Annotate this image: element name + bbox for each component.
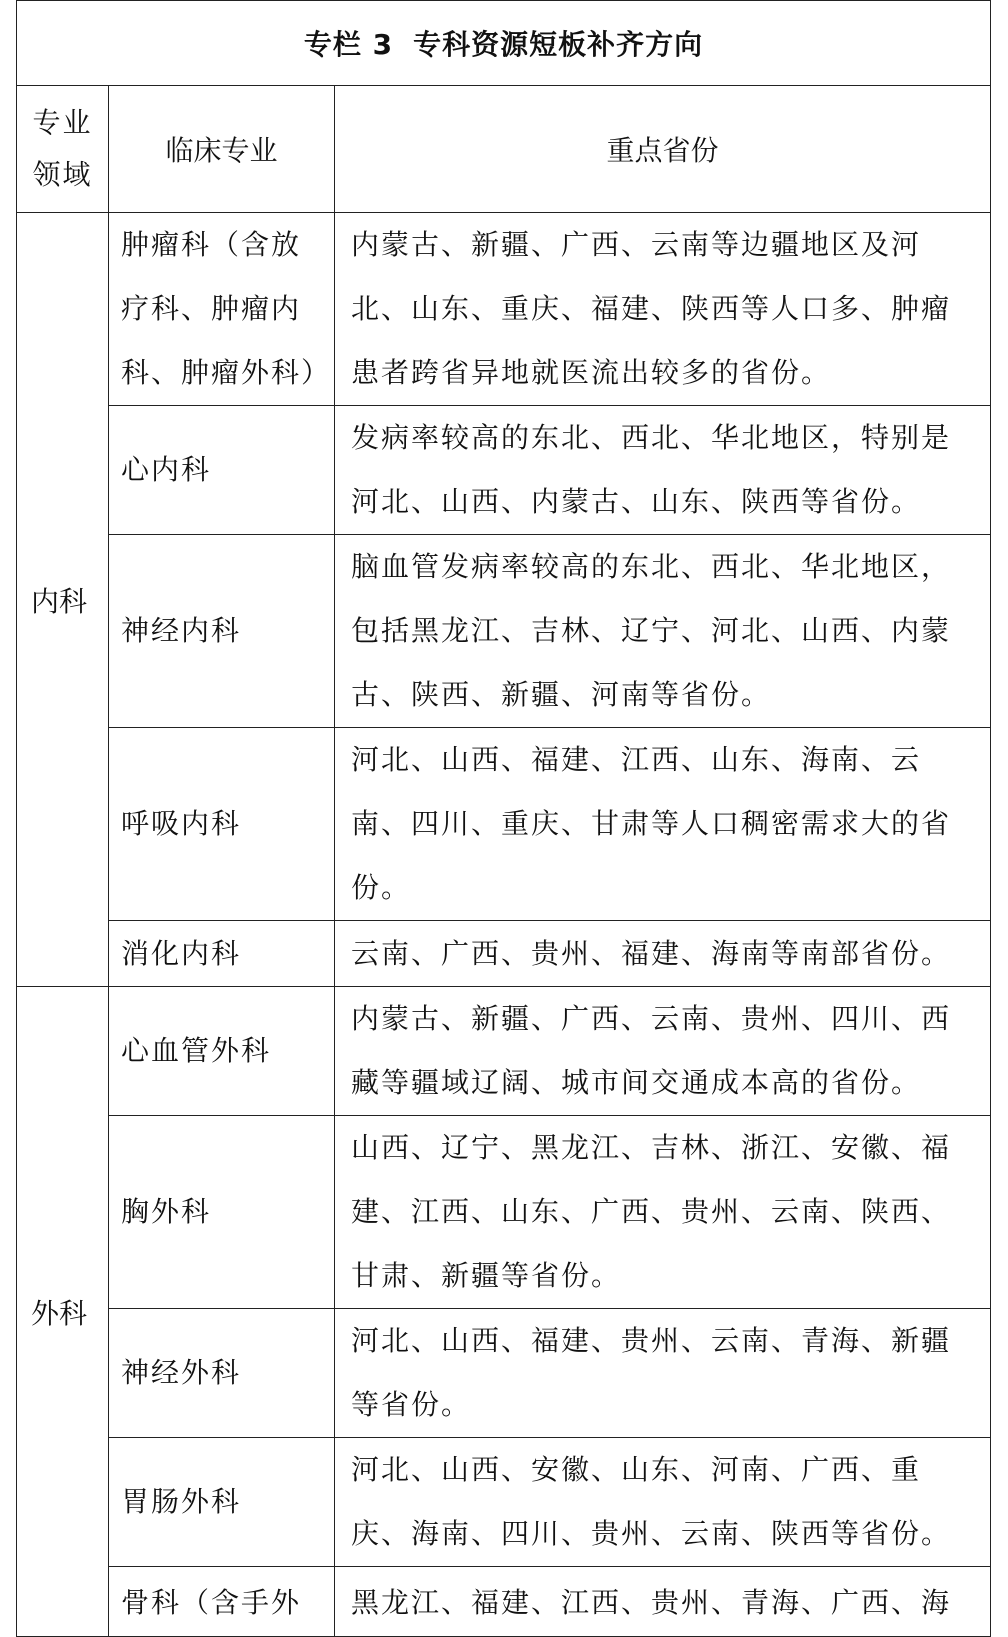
table-title	[17, 1, 991, 86]
domain-cell-surgery: 外科	[17, 987, 109, 1637]
header-domain-line-2: 领域	[32, 158, 93, 191]
header-domain-line-1: 专业	[32, 106, 93, 139]
specialty-cell: 骨科（含手外	[109, 1567, 335, 1637]
table-row	[17, 921, 991, 987]
title-row	[17, 1, 991, 86]
table-row	[17, 728, 991, 921]
provinces-cell: 黑龙江、福建、江西、贵州、青海、广西、海	[335, 1567, 991, 1637]
specialty-cell: 胸外科	[109, 1116, 335, 1309]
provinces-cell: 山西、辽宁、黑龙江、吉林、浙江、安徽、福建、江西、山东、广西、贵州、云南、陕西、甘肃、新疆等省份。	[335, 1116, 991, 1309]
title-text: 专科资源短板补齐方向	[413, 28, 704, 61]
specialty-cell: 神经外科	[109, 1309, 335, 1438]
provinces-cell: 云南、广西、贵州、福建、海南等南部省份。	[335, 921, 991, 987]
table-row	[17, 1309, 991, 1438]
specialty-cell: 心血管外科	[109, 987, 335, 1116]
provinces-cell: 河北、山西、福建、贵州、云南、青海、新疆等省份。	[335, 1309, 991, 1438]
specialty-cell: 神经内科	[109, 535, 335, 728]
table-row	[17, 213, 991, 406]
provinces-cell: 河北、山西、福建、江西、山东、海南、云南、四川、重庆、甘肃等人口稠密需求大的省份。	[335, 728, 991, 921]
provinces-cell: 发病率较高的东北、西北、华北地区，特别是河北、山西、内蒙古、山东、陕西等省份。	[335, 406, 991, 535]
provinces-cell: 河北、山西、安徽、山东、河南、广西、重庆、海南、四川、贵州、云南、陕西等省份。	[335, 1438, 991, 1567]
document-page	[16, 0, 990, 1619]
header-row	[17, 86, 991, 213]
table-row	[17, 406, 991, 535]
column-label: 专栏 3	[303, 28, 394, 61]
specialty-cell: 呼吸内科	[109, 728, 335, 921]
provinces-cell: 脑血管发病率较高的东北、西北、华北地区，包括黑龙江、吉林、辽宁、河北、山西、内蒙古、陕西、新疆、河南等省份。	[335, 535, 991, 728]
table-row	[17, 1438, 991, 1567]
provinces-cell: 内蒙古、新疆、广西、云南、贵州、四川、西藏等疆域辽阔、城市间交通成本高的省份。	[335, 987, 991, 1116]
header-provinces: 重点省份	[335, 86, 991, 213]
specialty-cell: 肿瘤科（含放疗科、肿瘤内科、肿瘤外科）	[109, 213, 335, 406]
header-specialty: 临床专业	[109, 86, 335, 213]
header-domain	[17, 86, 109, 213]
specialty-table	[16, 0, 991, 1637]
specialty-cell: 胃肠外科	[109, 1438, 335, 1567]
table-row	[17, 987, 991, 1116]
table-row	[17, 1567, 991, 1637]
specialty-cell: 消化内科	[109, 921, 335, 987]
table-row	[17, 535, 991, 728]
specialty-cell: 心内科	[109, 406, 335, 535]
table-row	[17, 1116, 991, 1309]
provinces-cell: 内蒙古、新疆、广西、云南等边疆地区及河北、山东、重庆、福建、陕西等人口多、肿瘤患者跨省异地就医流出较多的省份。	[335, 213, 991, 406]
domain-cell-internal: 内科	[17, 213, 109, 987]
